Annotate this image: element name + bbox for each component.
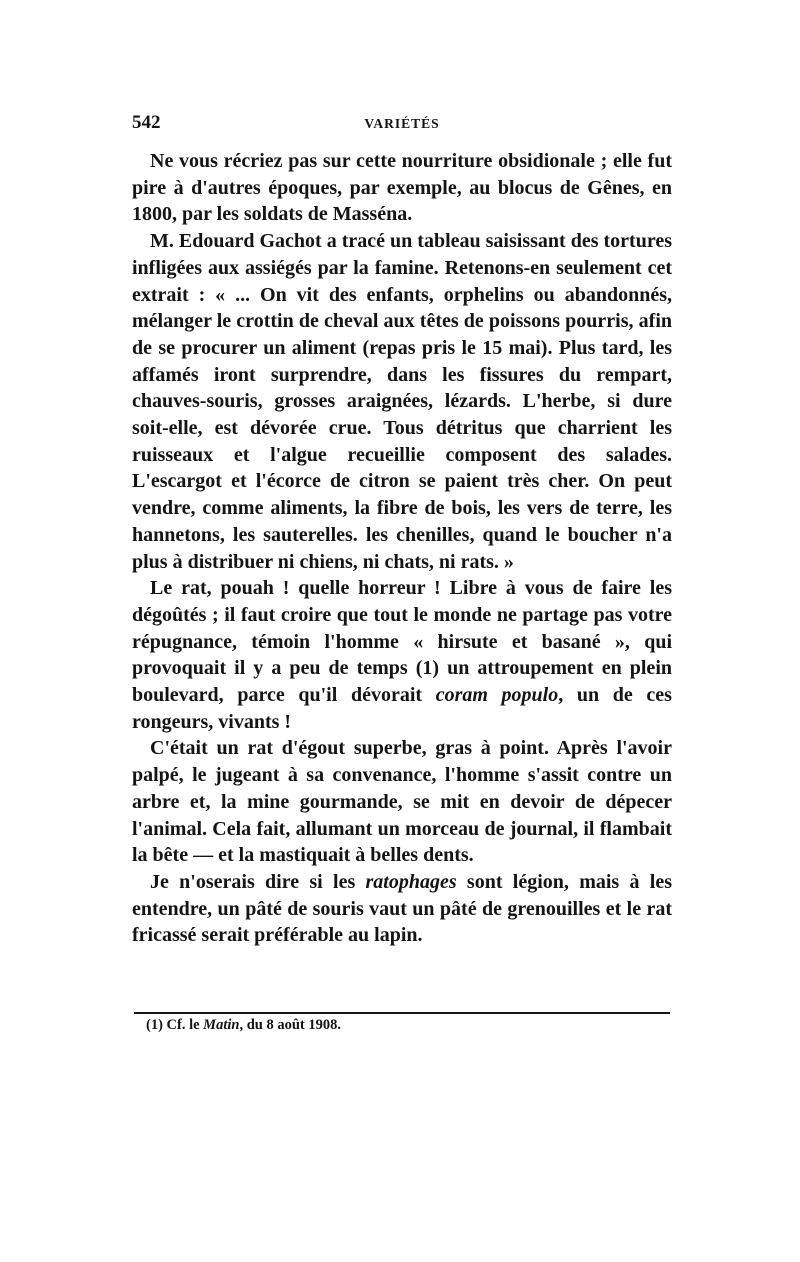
paragraph-5-text-start: Je n'oserais dire si les bbox=[150, 870, 366, 893]
paragraph-3-text-start: Le rat, pouah ! quelle horreur ! Libre à vous de faire les dégoûtés ; il faut croire que tout le monde ne partage pas votre répugnance, témoin l'homme « hirsute et basané », qui provoquait il y a peu de temps (1) un attroupement en plein boulevard, parce qu'il dévorait bbox=[132, 577, 672, 707]
footnote-italic-title: Matin bbox=[203, 1017, 240, 1033]
page-header bbox=[132, 112, 672, 142]
footnote-text-end: , du 8 août 1908. bbox=[239, 1017, 341, 1033]
paragraph-4: C'était un rat d'égout superbe, gras à point. Après l'avoir palpé, le jugeant à sa convenance, l'homme s'assit contre un arbre et, la mine gourmande, se mit en devoir de dépecer l'animal. Cela fait, allumant un morceau de journal, il flambait la bête — et la mastiquait à belles dents. bbox=[132, 737, 672, 867]
page-number: 542 bbox=[132, 112, 161, 133]
footnote bbox=[146, 1017, 666, 1034]
body-text bbox=[132, 148, 672, 949]
paragraph-3-text-end: , un de ces rongeurs, vivants ! bbox=[132, 684, 672, 733]
paragraph-5 bbox=[132, 869, 672, 949]
paragraph-5-italic-word: ratophages bbox=[365, 870, 457, 893]
footnote-text-start: (1) Cf. le bbox=[146, 1017, 204, 1033]
paragraph-1: Ne vous récriez pas sur cette nourriture obsidionale ; elle fut pire à d'autres époques, par exemple, au blocus de Gênes, en 1800, par les soldats de Masséna. bbox=[132, 150, 672, 226]
footnote-divider bbox=[134, 1012, 670, 1014]
paragraph-2: M. Edouard Gachot a tracé un tableau saisissant des tortures infligées aux assiégés par la famine. Retenons-en seulement cet extrait : « ... On vit des enfants, orphelins ou abandonnés, mélanger le crottin de cheval aux têtes de poissons pourris, afin de se procurer un aliment (repas pris le 15 mai). Plus tard, les affamés iront surprendre, dans les fissures du rempart, chauves-souris, grosses araignées, lézards. L'herbe, si dure soit-elle, est dévorée crue. Tous détritus que charrient les ruisseaux et l'algue recueillie composent des salades. L'escargot et l'écorce de citron se paient très cher. On peut vendre, comme aliments, la fibre de bois, les vers de terre, les hannetons, les sauterelles. les chenilles, quand le boucher n'a plus à distribuer ni chiens, ni chats, ni rats. » bbox=[132, 230, 672, 573]
paragraph-3-italic-phrase: coram populo bbox=[435, 684, 559, 707]
paragraph-5-text-end: sont légion, mais à les entendre, un pâté de souris vaut un pâté de grenouilles et le rat fricassé serait préférable au lapin. bbox=[132, 870, 672, 947]
running-title: VARIÉTÉS bbox=[364, 116, 440, 131]
paragraph-3 bbox=[132, 575, 672, 735]
